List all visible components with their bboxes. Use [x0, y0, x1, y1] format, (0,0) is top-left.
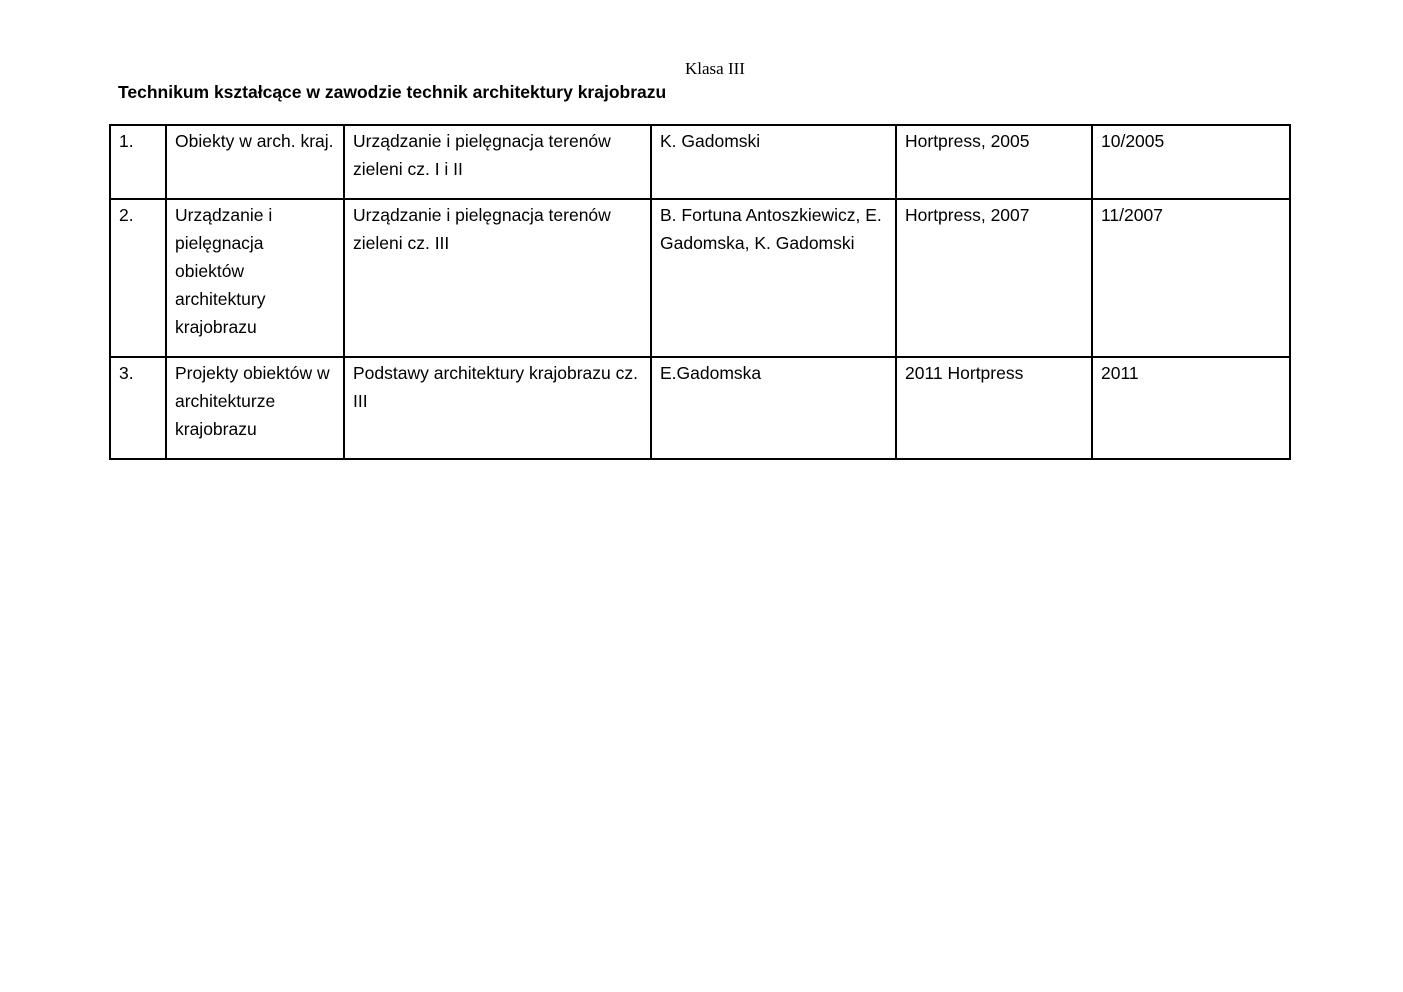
row-number-cell: 1.	[110, 125, 166, 199]
school-title: Technikum kształcące w zawodzie technik architektury krajobrazu	[118, 82, 667, 102]
book-title-cell: Urządzanie i pielęgnacja terenów zieleni cz. I i II	[344, 125, 651, 199]
authors-cell: K. Gadomski	[651, 125, 896, 199]
book-title-cell: Urządzanie i pielęgnacja terenów zieleni cz. III	[344, 199, 651, 357]
publisher-cell: Hortpress, 2005	[896, 125, 1092, 199]
table-row	[110, 199, 1290, 357]
row-number-cell: 3.	[110, 357, 166, 459]
subject-text: Urządzanie i pielęgnacja obiektów architektury krajobrazu	[175, 205, 273, 337]
publisher-cell: 2011 Hortpress	[896, 357, 1092, 459]
class-heading: Klasa III	[685, 59, 745, 78]
book-title-cell: Podstawy architektury krajobrazu cz. III	[344, 357, 651, 459]
approval-number-cell: 2011	[1092, 357, 1290, 459]
table-row	[110, 125, 1290, 199]
subject-cell: Projekty obiektów w architekturze krajobrazu	[166, 357, 344, 459]
subject-cell	[166, 199, 344, 357]
publisher-cell: Hortpress, 2007	[896, 199, 1092, 357]
row-number-cell: 2.	[110, 199, 166, 357]
textbook-table	[109, 124, 1291, 460]
approval-number-cell: 11/2007	[1092, 199, 1290, 357]
subject-cell: Obiekty w arch. kraj.	[166, 125, 344, 199]
table-row	[110, 357, 1290, 459]
authors-cell: B. Fortuna Antoszkiewicz, E. Gadomska, K. Gadomski	[651, 199, 896, 357]
authors-cell: E.Gadomska	[651, 357, 896, 459]
approval-number-cell: 10/2005	[1092, 125, 1290, 199]
